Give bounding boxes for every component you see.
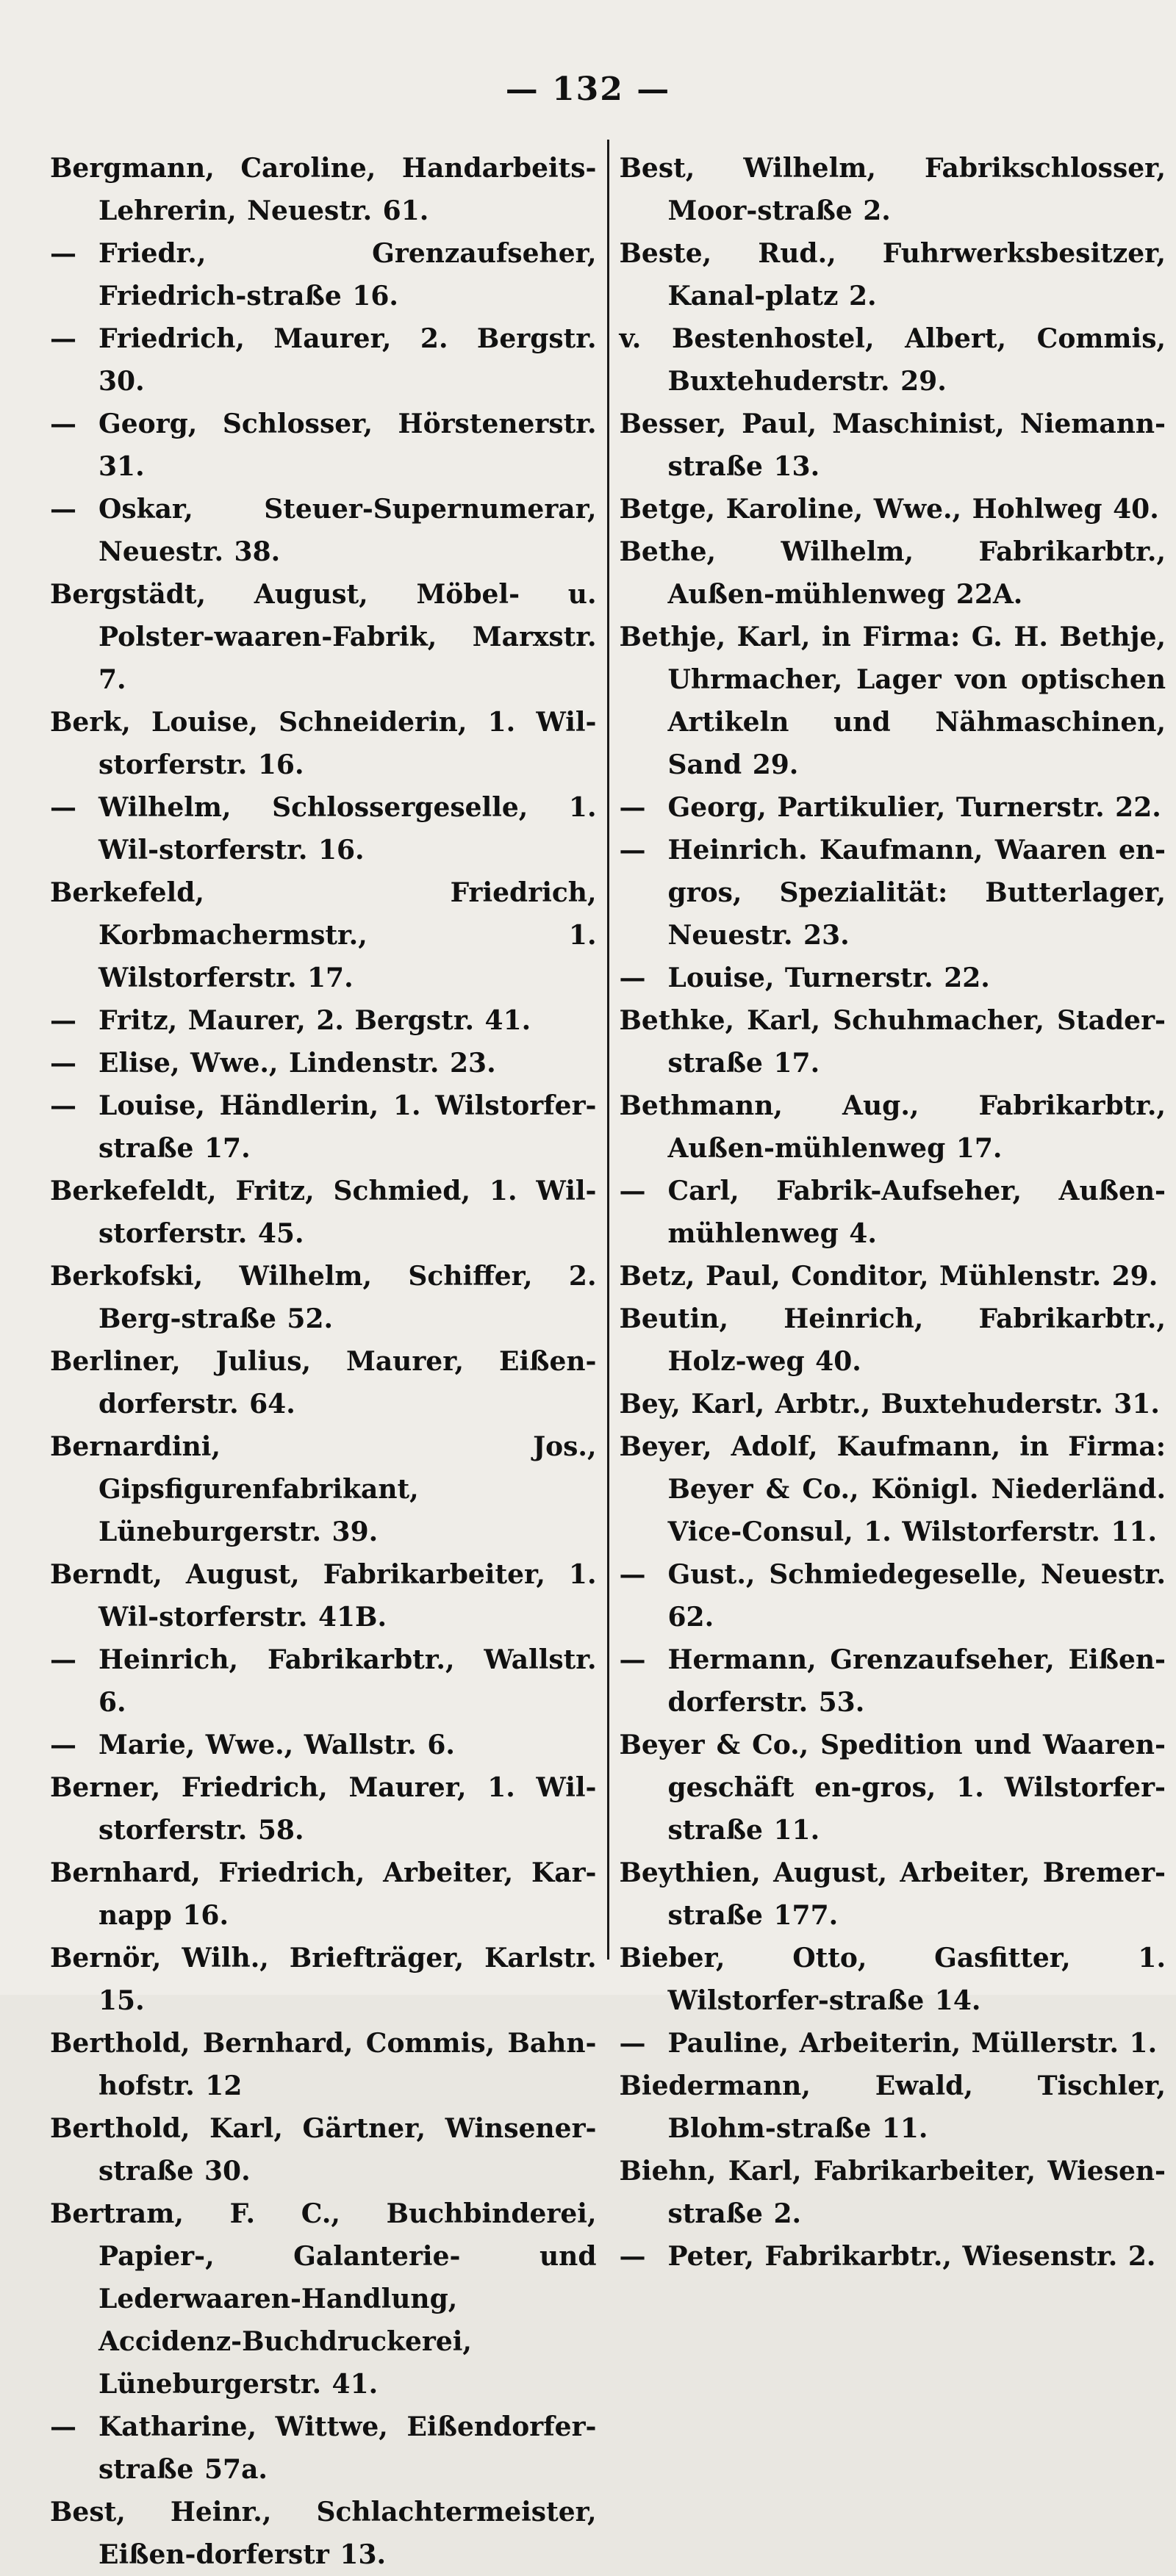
directory-entry [50,1425,597,1553]
entry-text: Fritz, Maurer, 2. Bergstr. 41. [98,1005,531,1036]
directory-entry [620,1937,1166,2022]
directory-entry [620,1084,1166,1170]
repeat-dash: — [619,1559,646,1590]
directory-entry [50,2022,597,2107]
entry-text: Louise, Händlerin, 1. Wilstorfer-straße 17. [98,1090,597,1164]
directory-entry [620,1852,1166,1937]
entry-text: Bernör, Wilh., Briefträger, Karlstr. 15. [50,1943,597,2016]
repeat-dash: — [50,1644,76,1675]
repeat-dash: — [50,1730,76,1760]
directory-entry [50,871,597,999]
entry-text: Carl, Fabrik-Aufseher, Außen-mühlenweg 4. [667,1176,1166,1249]
directory-entry [50,573,597,701]
entry-text: Friedr., Grenzaufseher, Friedrich-straße 16. [98,238,597,312]
entry-text: Bethke, Karl, Schuhmacher, Stader-straße 17. [619,1005,1166,1079]
entry-text: Heinrich, Fabrikarbtr., Wallstr. 6. [98,1644,597,1718]
entry-text: Berkefeld, Friedrich, Korbmachermstr., 1. Wilstorferstr. 17. [50,877,597,993]
entry-text: Bieber, Otto, Gasfitter, 1. Wilstorfer-straße 14. [619,1943,1166,2016]
directory-entry [50,2406,597,2491]
entry-text: Biedermann, Ewald, Tischler, Blohm-straße 11. [619,2070,1166,2144]
directory-entry [620,1553,1166,1638]
entry-text: Bey, Karl, Arbtr., Buxtehuderstr. 31. [619,1389,1160,1420]
directory-entry [50,1042,597,1084]
directory-entry [620,786,1166,829]
entry-text: Bernardini, Jos., Gipsfigurenfabrikant, Lüneburgerstr. 39. [50,1431,597,1547]
entry-text: Beste, Rud., Fuhrwerksbesitzer, Kanal-platz 2. [619,238,1166,312]
directory-entry [620,957,1166,999]
directory-entry [620,2022,1166,2065]
directory-entry [50,701,597,786]
directory-entry [620,616,1166,786]
repeat-dash: — [50,494,76,525]
directory-entry [50,999,597,1042]
repeat-dash: — [50,409,76,439]
directory-entry [50,403,597,488]
directory-entry [620,232,1166,317]
entry-text: Bernhard, Friedrich, Arbeiter, Kar-napp 16. [50,1857,597,1931]
directory-entry [50,1852,597,1937]
directory-entry [620,147,1166,232]
entry-text: Betz, Paul, Conditor, Mühlenstr. 29. [619,1261,1158,1292]
entry-text: Berthold, Bernhard, Commis, Bahn-hofstr. 12 [50,2028,597,2101]
entry-text: Berkefeldt, Fritz, Schmied, 1. Wil-storferstr. 45. [50,1176,597,1249]
directory-entry [50,1255,597,1340]
entry-text: Bethje, Karl, in Firma: G. H. Bethje, Uhrmacher, Lager von optischen Artikeln und Nähmaschinen, Sand 29. [619,622,1166,780]
directory-entry [50,232,597,317]
entry-text: Best, Wilhelm, Fabrikschlosser, Moor-straße 2. [619,153,1166,226]
directory-entry [620,2150,1166,2235]
entry-text: Pauline, Arbeiterin, Müllerstr. 1. [667,2028,1158,2059]
entry-text: Berndt, August, Fabrikarbeiter, 1. Wil-storferstr. 41B. [50,1559,597,1633]
directory-entry [50,1340,597,1425]
page-number: — 132 — [505,71,671,108]
entry-text: Bergmann, Caroline, Handarbeits-Lehrerin, Neuestr. 61. [50,153,597,226]
repeat-dash: — [619,1176,646,1206]
entry-text: Oskar, Steuer-Supernumerar, Neuestr. 38. [98,494,597,567]
entry-text: Beyer, Adolf, Kaufmann, in Firma: Beyer & Co., Königl. Niederländ. Vice-Consul, 1. Wilstorferstr. 11. [619,1431,1166,1547]
entry-text: Gust., Schmiedegeselle, Neuestr. 62. [667,1559,1166,1633]
repeat-dash: — [50,792,76,823]
directory-entry [620,1255,1166,1298]
repeat-dash: — [619,2028,646,2059]
two-column-body [50,147,1166,2570]
directory-entry [620,1638,1166,1724]
entry-text: Katharine, Wittwe, Eißendorfer-straße 57a. [98,2411,597,2485]
directory-entry [620,999,1166,1084]
directory-entry [50,317,597,403]
repeat-dash: — [50,2411,76,2442]
directory-entry [620,317,1166,403]
directory-entry [50,1553,597,1638]
entry-text: Friedrich, Maurer, 2. Bergstr. 30. [98,323,597,397]
repeat-dash: — [50,1090,76,1121]
entry-text: Peter, Fabrikarbtr., Wiesenstr. 2. [667,2241,1156,2272]
directory-entry [620,2235,1166,2278]
directory-entry [620,1425,1166,1553]
repeat-dash: — [50,238,76,269]
entry-text: Bergstädt, August, Möbel- u. Polster-waaren-Fabrik, Marxstr. 7. [50,579,597,695]
entry-text: Hermann, Grenzaufseher, Eißen-dorferstr. 53. [667,1644,1166,1718]
directory-entry [620,1170,1166,1255]
entry-text: Beyer & Co., Spedition und Waaren-geschäft en-gros, 1. Wilstorfer-straße 11. [619,1730,1166,1846]
repeat-dash: — [619,792,646,823]
repeat-dash: — [50,1005,76,1036]
entry-text: Beythien, August, Arbeiter, Bremer-straße 177. [619,1857,1166,1931]
repeat-dash: — [50,323,76,354]
directory-entry [50,2491,597,2576]
entry-text: Berthold, Karl, Gärtner, Winsener-straße 30. [50,2113,597,2187]
entry-text: Berliner, Julius, Maurer, Eißen-dorferstr. 64. [50,1346,597,1420]
left-column [50,147,607,2570]
entry-text: Berk, Louise, Schneiderin, 1. Wil-storferstr. 16. [50,707,597,780]
entry-text: Elise, Wwe., Lindenstr. 23. [98,1048,496,1079]
entry-text: Georg, Schlosser, Hörstenerstr. 31. [98,409,597,482]
entry-text: Bethe, Wilhelm, Fabrikarbtr., Außen-mühlenweg 22A. [619,536,1166,610]
entry-text: Georg, Partikulier, Turnerstr. 22. [667,792,1161,823]
directory-entry [620,403,1166,488]
right-column [609,147,1166,2272]
directory-entry [620,2065,1166,2150]
entry-text: v. Bestenhostel, Albert, Commis, Buxtehuderstr. 29. [619,323,1166,397]
repeat-dash: — [619,835,646,866]
directory-entry [620,488,1166,530]
entry-text: Marie, Wwe., Wallstr. 6. [98,1730,455,1760]
directory-entry [50,1724,597,1766]
entry-text: Bertram, F. C., Buchbinderei, Papier-, Galanterie- und Lederwaaren-Handlung, Accidenz-Buchdruckerei, Lüneburgerstr. 41. [50,2198,597,2400]
directory-entry [50,2192,597,2406]
directory-entry [620,1383,1166,1425]
directory-entry [50,147,597,232]
directory-entry [50,1638,597,1724]
repeat-dash: — [619,2241,646,2272]
directory-entry [50,1170,597,1255]
entry-text: Best, Heinr., Schlachtermeister, Eißen-dorferstr 13. [50,2497,597,2570]
entry-text: Bethmann, Aug., Fabrikarbtr., Außen-mühlenweg 17. [619,1090,1166,1164]
entry-text: Beutin, Heinrich, Fabrikarbtr., Holz-weg 40. [619,1303,1166,1377]
directory-entry [620,829,1166,957]
directory-entry [50,1937,597,2022]
directory-entry [50,1766,597,1852]
directory-entry [50,786,597,871]
directory-entry [50,2107,597,2192]
repeat-dash: — [50,1048,76,1079]
entry-text: Louise, Turnerstr. 22. [667,963,990,993]
directory-entry [620,530,1166,616]
entry-text: Berner, Friedrich, Maurer, 1. Wil-storferstr. 58. [50,1772,597,1846]
entry-text: Besser, Paul, Maschinist, Niemann-straße 13. [619,409,1166,482]
directory-entry [620,1298,1166,1383]
entry-text: Wilhelm, Schlossergeselle, 1. Wil-storferstr. 16. [98,792,597,866]
entry-text: Biehn, Karl, Fabrikarbeiter, Wiesen-straße 2. [619,2156,1166,2229]
entry-text: Betge, Karoline, Wwe., Hohlweg 40. [619,494,1159,525]
directory-entry [620,1724,1166,1852]
entry-text: Heinrich. Kaufmann, Waaren en-gros, Spezialität: Butterlager, Neuestr. 23. [667,835,1166,951]
directory-entry [50,1084,597,1170]
repeat-dash: — [619,1644,646,1675]
repeat-dash: — [619,963,646,993]
directory-entry [50,488,597,573]
entry-text: Berkofski, Wilhelm, Schiffer, 2. Berg-straße 52. [50,1261,597,1334]
